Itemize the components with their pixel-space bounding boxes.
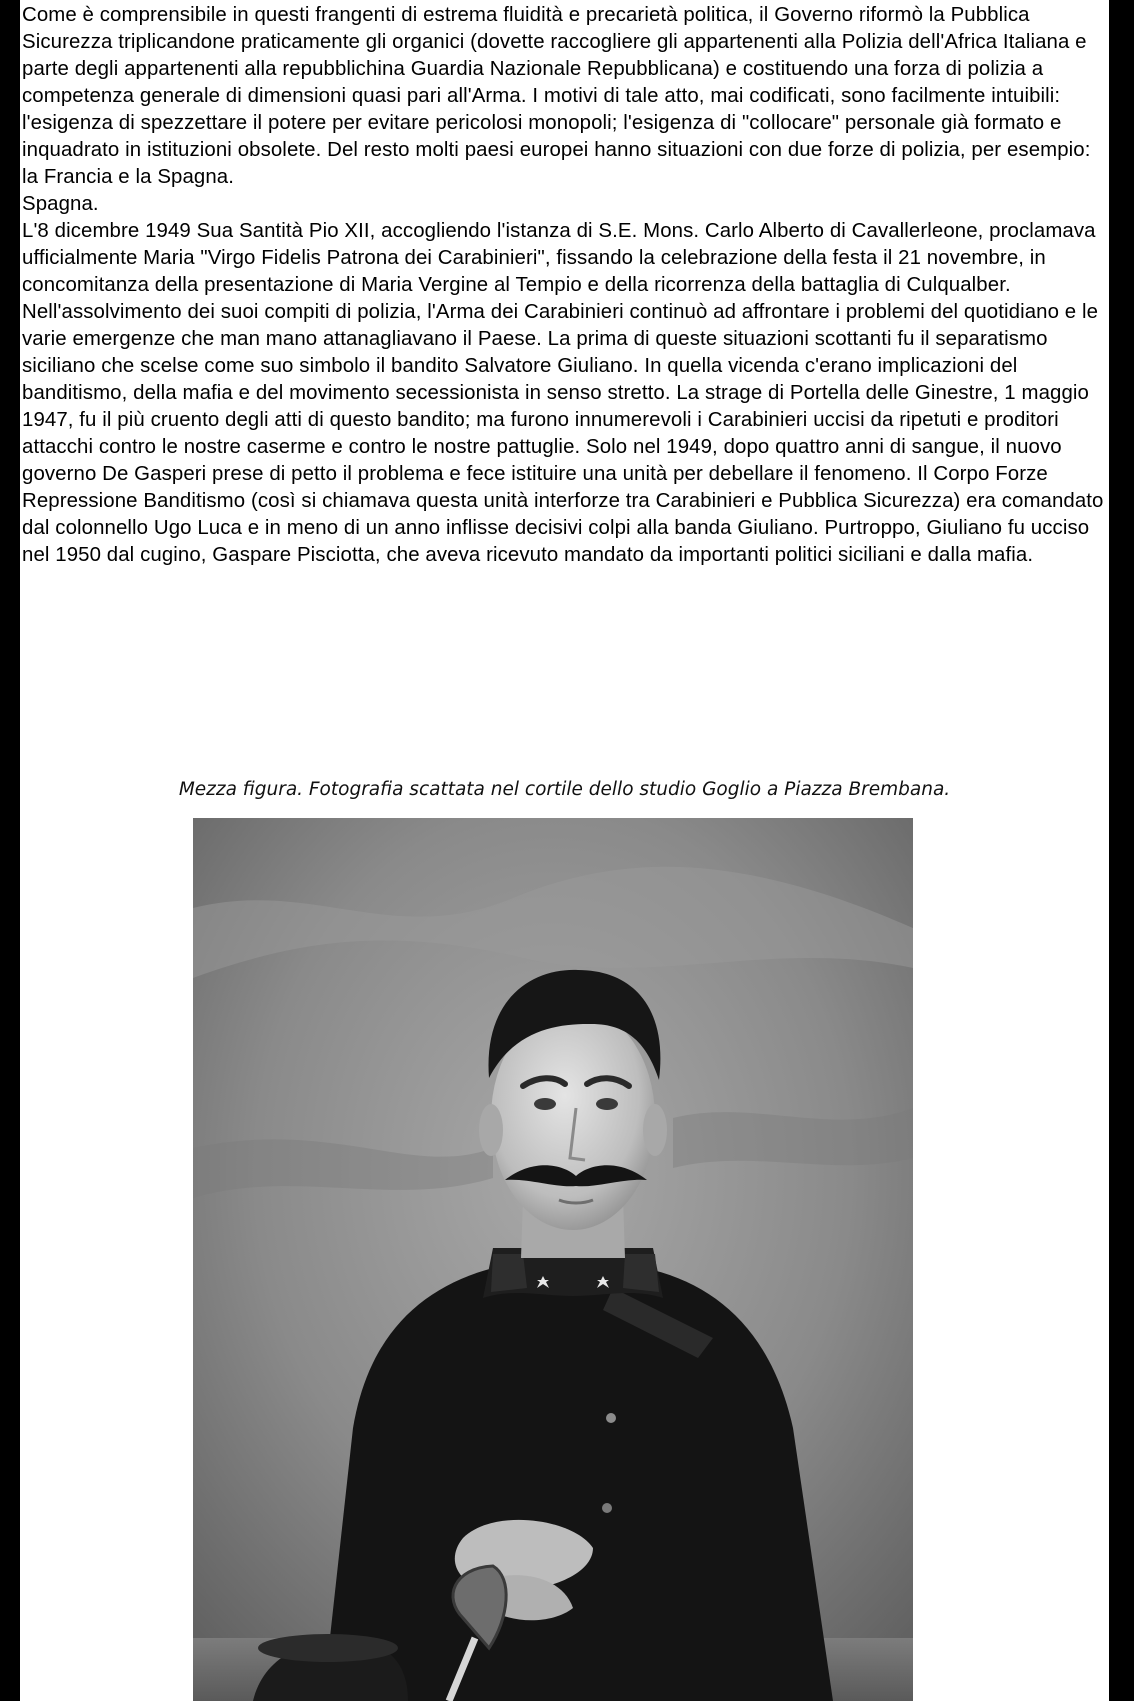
portrait-photo bbox=[193, 818, 913, 1701]
paragraph-banditismo: Nell'assolvimento dei suoi compiti di polizia, l'Arma dei Carabinieri continuò ad affrontare i problemi del quotidiano e le varie emergenze che man mano attanagliavano il Paese. La prima di queste situazioni scottanti fu il separatismo siciliano che scelse come suo simbolo il bandito Salvatore Giuliano. In quella vicenda c'erano implicazioni del banditismo, della mafia e del movimento secessionista in senso stretto. La strage di Portella delle Ginestre, 1 maggio 1947, fu il più cruento degli atti di questo bandito; ma furono innumerevoli i Carabinieri uccisi da ripetuti e proditori attacchi contro le nostre caserme e contro le nostre pattuglie. Solo nel 1949, dopo quattro anni di sangue, il nuovo governo De Gasperi prese di petto il problema e fece istituire una unità per debellare il fenomeno. Il Corpo Forze Repressione Banditismo (così si chiamava questa unità interforze tra Carabinieri e Pubblica Sicurezza) era comandato dal colonnello Ugo Luca e in meno di un anno inflisse decisivi colpi alla banda Giuliano. Purtroppo, Giuliano fu ucciso nel 1950 dal cugino, Gaspare Pisciotta, che aveva ricevuto mandato da importanti politici siciliani e dalla mafia. bbox=[22, 301, 1104, 566]
figure-caption: Mezza figura. Fotografia scattata nel cortile dello studio Goglio a Piazza Brembana. bbox=[178, 779, 951, 800]
content-column bbox=[20, 0, 1109, 1701]
paragraph-spagna: Spagna. bbox=[22, 193, 99, 215]
paragraph-governo: Come è comprensibile in questi frangenti di estrema fluidità e precarietà politica, il Governo riformò la Pubblica Sicurezza triplicandone praticamente gli organici (dovette raccogliere gli appartenenti alla Polizia dell'Africa Italiana e parte degli appartenenti alla repubblichina Guardia Nazionale Repubblicana) e costituendo una forza di polizia a competenza generale di dimensioni quasi pari all'Arma. I motivi di tale atto, mai codificati, sono facilmente intuibili: l'esigenza di spezzettare il potere per evitare pericolosi monopoli; l'esigenza di "collocare" personale già formato e inquadrato in istituzioni obsolete. Del resto molti paesi europei hanno situazioni con due forze di polizia, per esempio: la Francia e la Spagna. bbox=[22, 4, 1091, 188]
paragraph-virgo-fidelis: L'8 dicembre 1949 Sua Santità Pio XII, accogliendo l'istanza di S.E. Mons. Carlo Alberto di Cavallerleone, proclamava ufficialmente Maria "Virgo Fidelis Patrona dei Carabinieri", fissando la celebrazione della festa il 21 novembre, in concomitanza della presentazione di Maria Vergine al Tempio e della ricorrenza della battaglia di Culqualber. bbox=[22, 220, 1096, 296]
portrait-illustration bbox=[193, 818, 913, 1701]
article-body bbox=[20, 0, 1109, 569]
